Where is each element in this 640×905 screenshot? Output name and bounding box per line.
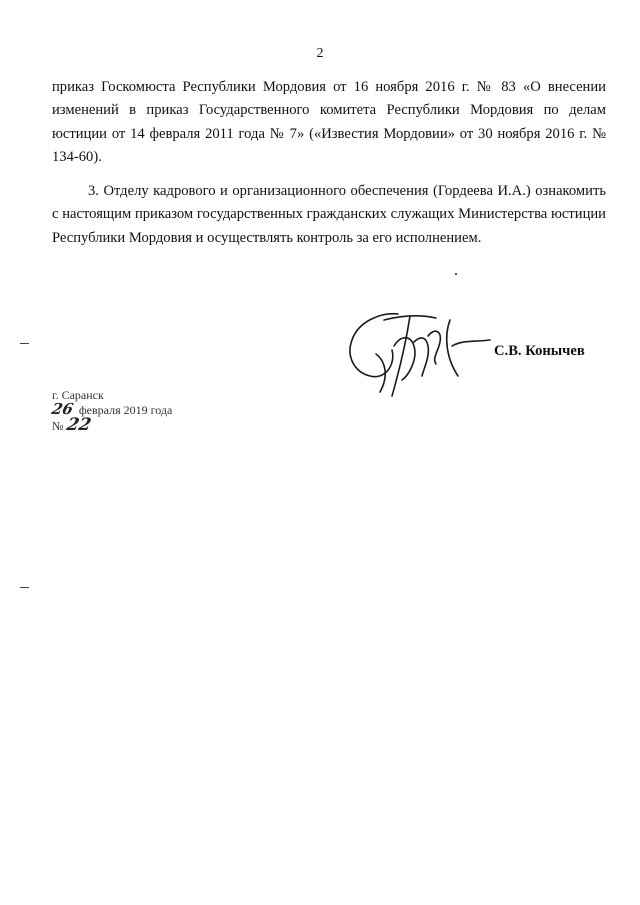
signature-stroke <box>428 331 440 364</box>
place-of-signing: г. Саранск <box>52 388 104 402</box>
scan-margin-mark <box>20 343 29 344</box>
number-sign: № <box>52 419 64 433</box>
date-day-handwritten: 26 <box>50 400 75 418</box>
signature-stroke <box>392 316 410 396</box>
signature-stroke <box>447 320 458 376</box>
scan-margin-mark <box>20 587 29 588</box>
signature-stroke <box>452 340 490 346</box>
paragraph-item-3-text: 3. Отделу кадрового и организационного обеспечения (Гордеева И.А.) ознакомить с настоящим приказом государственных гражданских служащих Министерства юстиции Республики Мордовия и осуществлять контроль за его исполнением. <box>52 183 606 246</box>
paragraph-continued-order-reference: приказ Госкомюста Республики Мордовия от 16 ноября 2016 г. № 83 «О внесении изменений в приказ Государственного комитета Республики Мордовия по делам юстиции от 14 февраля 2011 года № 7» («Известия Мордовии» от 30 ноября 2016 г. № 134-60). <box>52 79 606 166</box>
stray-dot <box>455 273 457 275</box>
signature-stroke <box>350 314 398 377</box>
page-number: 2 <box>316 46 324 61</box>
signature-stroke <box>414 338 428 376</box>
signer-name: С.В. Конычев <box>494 343 585 359</box>
signature-stroke <box>376 354 385 392</box>
paragraph-item-3 <box>52 180 606 250</box>
document-number <box>52 415 94 435</box>
handwritten-signature <box>340 306 500 410</box>
number-handwritten: 22 <box>65 415 94 435</box>
date-month-year: февраля 2019 года <box>78 403 173 417</box>
